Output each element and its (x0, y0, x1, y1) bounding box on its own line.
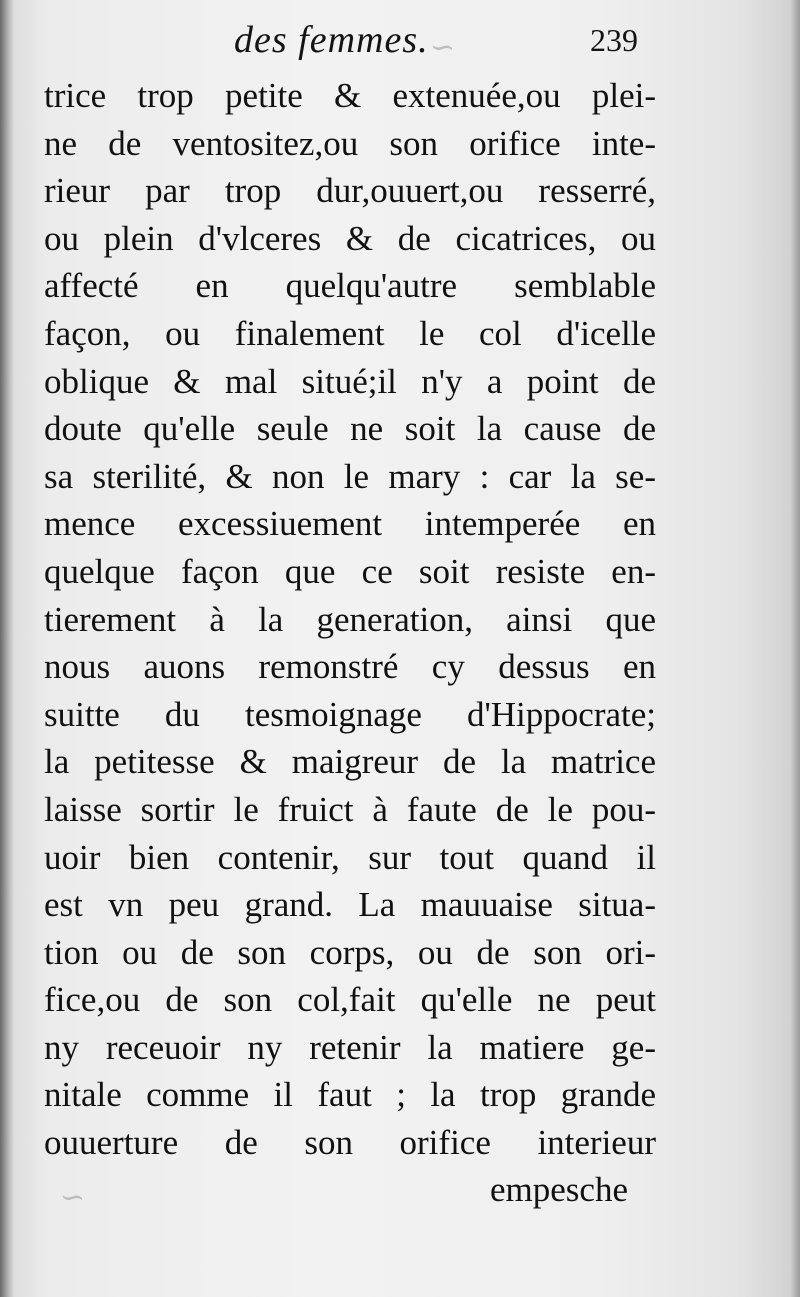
text-line: tierement à la generation, ainsi que (44, 599, 656, 639)
text-line: nitale comme il faut ; la trop grande (44, 1075, 656, 1115)
text-line: sa sterilité, & non le mary : car la se- (44, 456, 656, 496)
text-line: uoir bien contenir, sur tout quand il (44, 837, 656, 877)
text-line: la petitesse & maigreur de la matrice (44, 742, 656, 782)
running-head: des femmes. (234, 19, 429, 61)
show-through-ink: ~ (60, 1180, 86, 1215)
spine-shadow (0, 0, 14, 1297)
text-line: ne de ventositez,ou son orifice inte- (44, 123, 656, 163)
text-line: façon, ou finalement le col d'icelle (44, 313, 656, 353)
text-line: fice,ou de son col,fait qu'elle ne peut (44, 980, 656, 1020)
page-number: 239 (590, 22, 638, 58)
page-edge-shadow (790, 0, 800, 1297)
text-line: doute qu'elle seule ne soit la cause de (44, 409, 656, 449)
text-line: affecté en quelqu'autre semblable (44, 266, 656, 306)
text-line: trice trop petite & extenuée,ou plei- (44, 76, 656, 115)
text-line: mence excessiuement intemperée en (44, 504, 656, 544)
text-line: ny receuoir ny retenir la matiere ge- (44, 1027, 656, 1067)
catchword: empesche (490, 1170, 628, 1209)
body-text (44, 72, 656, 1167)
text-line: tion ou de son corps, ou de son ori- (44, 932, 656, 972)
text-line: ouuerture de son orifice interieur (44, 1123, 656, 1163)
text-line: suitte du tesmoignage d'Hippocrate; (44, 694, 656, 734)
text-line: nous auons remonstré cy dessus en (44, 647, 656, 687)
text-line: rieur par trop dur,ouuert,ou resserré, (44, 171, 656, 211)
text-line: quelque façon que ce soit resiste en- (44, 551, 656, 591)
text-line: oblique & mal situé;il n'y a point de (44, 361, 656, 401)
text-line: est vn peu grand. La mauuaise situa- (44, 885, 656, 925)
text-line: ou plein d'vlceres & de cicatrices, ou (44, 218, 656, 258)
show-through-ink: ~ (430, 30, 456, 65)
text-line: laisse sortir le fruict à faute de le pou- (44, 789, 656, 829)
